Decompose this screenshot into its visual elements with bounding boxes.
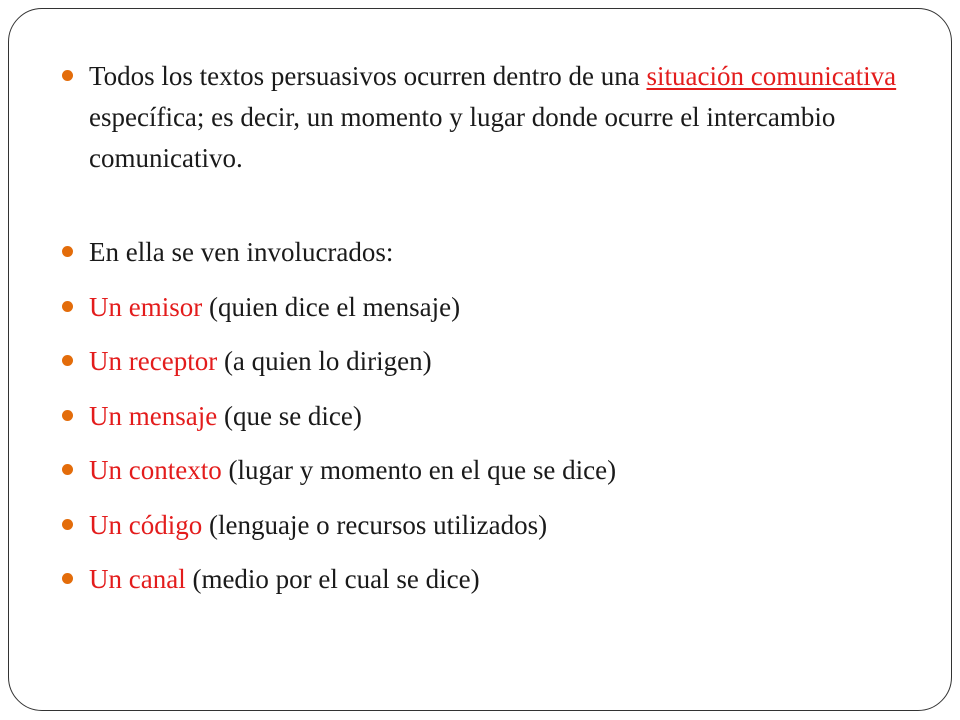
bullet-dot-icon [62,246,73,257]
intro-text-before: Todos los textos persuasivos ocurren dentro de una [89,61,647,91]
element-description: (medio por el cual se dice) [185,564,480,594]
lead-text: En ella se ven involucrados: [89,237,394,267]
bullet-dot-icon [62,301,73,312]
element-term: Un canal [89,564,186,594]
bullet-intro [62,56,912,179]
element-description: (lenguaje o recursos utilizados) [202,509,548,540]
bullet-dot-icon [62,410,73,421]
element-description: (a quien lo dirigen) [217,346,432,376]
element-term: Un mensaje [89,400,218,431]
bullet-list [62,56,912,614]
element-description: (lugar y momento en el que se dice) [221,455,617,485]
element-term: Un receptor [89,346,218,376]
element-description: (que se dice) [217,400,362,431]
intro-highlight-term: situación comunicativa [646,61,897,91]
bullet-dot-icon [62,573,73,584]
bullet-emisor [62,287,912,328]
bullet-canal [62,559,912,600]
bullet-dot-icon [62,464,73,475]
bullet-lead [62,232,912,273]
bullet-receptor [62,341,912,382]
bullet-dot-icon [62,70,73,81]
bullet-contexto [62,450,912,491]
bullet-dot-icon [62,519,73,530]
bullet-codigo [62,505,912,546]
element-term: Un código [89,509,203,540]
element-description: (quien dice el mensaje) [202,291,461,322]
bullet-mensaje [62,396,912,437]
intro-text-after: específica; es decir, un momento y lugar donde ocurre el intercambio comunicativo. [89,102,836,173]
element-term: Un emisor [89,291,203,322]
element-term: Un contexto [89,455,222,485]
bullet-dot-icon [62,355,73,366]
